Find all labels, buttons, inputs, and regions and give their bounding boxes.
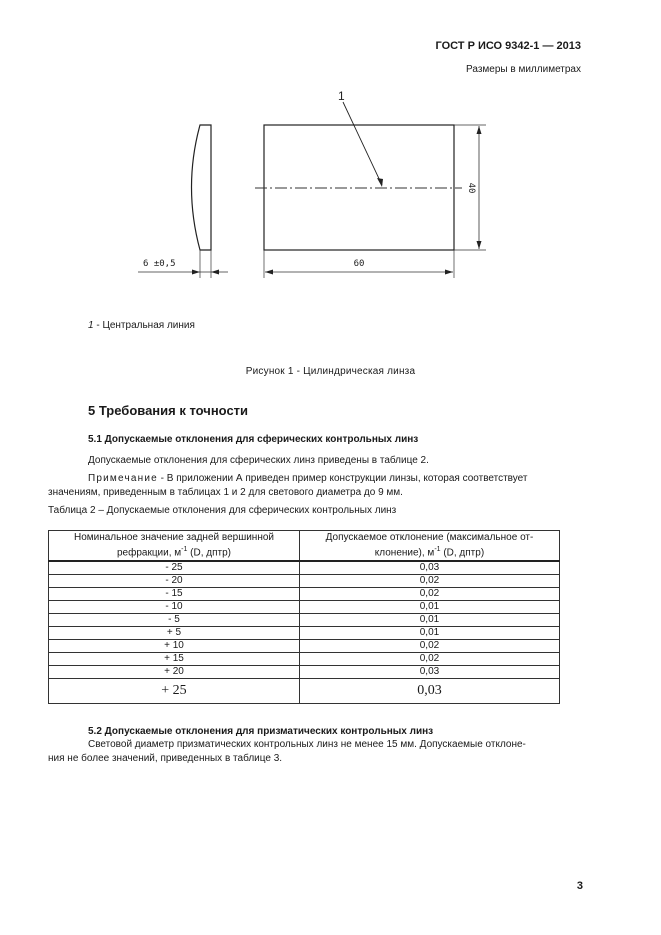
tolerance-cell: 0,03: [299, 561, 559, 575]
tolerance-cell: 0,02: [299, 640, 559, 653]
section-5-2-line-1: Световой диаметр призматических контрольных линз не менее 15 мм. Допускаемые отклоне-: [88, 739, 526, 750]
table-row: [49, 679, 560, 704]
page-number: 3: [576, 880, 583, 892]
tolerance-cell: 0,03: [299, 679, 559, 704]
lens-side-view: [192, 125, 212, 250]
tolerance-cell: 0,01: [299, 627, 559, 640]
column-header-power: Номинальное значение задней вершинной рефракции, $м^{-1}$ (D, дптр): [49, 531, 300, 562]
note-line-2: значениям, приведенным в таблицах 1 и 2 для светового диаметра до 9 мм.: [48, 487, 403, 498]
power-cell: + 25: [49, 679, 300, 704]
power-cell: - 5: [49, 614, 300, 627]
table-row: [49, 614, 560, 627]
table-row: [49, 653, 560, 666]
section-5-title: 5 Требования к точности: [88, 403, 249, 418]
power-cell: + 20: [49, 666, 300, 679]
table-row: [49, 588, 560, 601]
table-row: [49, 601, 560, 614]
figure-legend: [88, 320, 195, 331]
note-line-1: [88, 472, 527, 486]
section-5-2-title: 5.2 Допускаемые отклонения для призматических контрольных линз: [88, 726, 434, 737]
table-row: [49, 575, 560, 588]
tolerance-cell: 0,03: [299, 666, 559, 679]
callout-arrowhead: [377, 178, 383, 187]
tolerance-cell: 0,02: [299, 588, 559, 601]
table-row: [49, 561, 560, 575]
section-5-1-title: 5.1 Допускаемые отклонения для сферических контрольных линз: [88, 434, 419, 445]
table-row: [49, 640, 560, 653]
document-header: ГОСТ Р ИСО 9342-1 — 2013: [435, 40, 581, 52]
figure-caption: Рисунок 1 - Цилиндрическая линза: [245, 366, 416, 377]
section-5-1-text: Допускаемые отклонения для сферических линз приведены в таблице 2.: [88, 455, 429, 466]
power-cell: + 10: [49, 640, 300, 653]
table-row: [49, 666, 560, 679]
legend-number: 1: [88, 320, 94, 331]
power-cell: - 15: [49, 588, 300, 601]
dim-thickness-label: 6 ±0,5: [143, 259, 176, 269]
dim-width-label: 60: [353, 259, 365, 269]
note-label: Примечание: [88, 473, 158, 484]
tolerance-cell: 0,01: [299, 614, 559, 627]
legend-text: - Центральная линия: [93, 320, 195, 331]
lens-drawing: [0, 80, 661, 280]
lens-front-view: [264, 125, 454, 250]
section-5-2-line-2: ния не более значений, приведенных в таблице 3.: [48, 753, 283, 764]
callout-leader: [343, 102, 382, 185]
power-cell: - 10: [49, 601, 300, 614]
power-cell: + 5: [49, 627, 300, 640]
table-row: [49, 627, 560, 640]
tolerance-cell: 0,02: [299, 575, 559, 588]
note-text: - В приложении А приведен пример конструкции линзы, которая соответствует: [157, 473, 528, 484]
dim-height-label: 40: [466, 182, 476, 194]
column-header-tolerance: Допускаемое отклонение (максимальное от- клонение), $м^{-1}$ (D, дптр): [299, 531, 559, 562]
tolerance-cell: 0,02: [299, 653, 559, 666]
power-cell: - 20: [49, 575, 300, 588]
power-cell: + 15: [49, 653, 300, 666]
tolerance-cell: 0,01: [299, 601, 559, 614]
units-note: Размеры в миллиметрах: [466, 64, 581, 75]
table-2-caption: Таблица 2 – Допускаемые отклонения для сферических контрольных линз: [48, 505, 397, 516]
power-cell: - 25: [49, 561, 300, 575]
table-2: [48, 530, 560, 704]
callout-number: 1: [338, 89, 345, 103]
